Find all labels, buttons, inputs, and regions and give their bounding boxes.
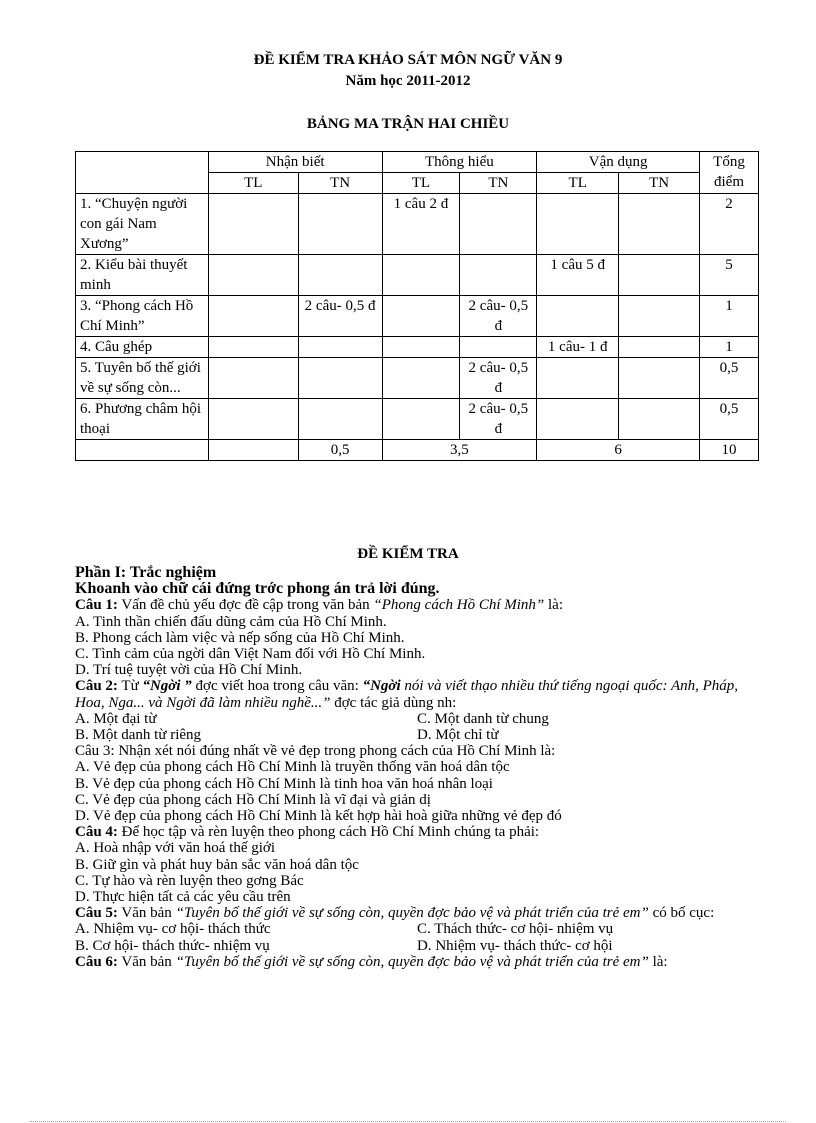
sub-header: TL	[537, 173, 619, 194]
q1-option-d: D. Trí tuệ tuyệt vời của Hồ Chí Minh.	[75, 662, 303, 679]
topic-cell: 3. “Phong cách Hồ Chí Minh”	[76, 296, 209, 337]
sub-header: TL	[382, 173, 460, 194]
q2-word: “Ngời ”	[142, 678, 192, 695]
score-cell: 2 câu- 0,5 đ	[298, 296, 382, 337]
part-heading: Phần I: Trắc nghiệm	[75, 564, 217, 581]
grand-total: 10	[700, 440, 759, 461]
score-cell	[298, 358, 382, 399]
sub-header: TN	[298, 173, 382, 194]
q5-option-d: D. Nhiệm vụ- thách thức- cơ hội	[417, 937, 613, 954]
q4-text: Để học tập và rèn luyện theo phong cách Hồ Chí Minh chúng ta phải:	[121, 824, 540, 841]
q5-option-b: B. Cơ hội- thách thức- nhiệm vụ	[75, 937, 270, 954]
row-total-cell: 0,5	[700, 358, 759, 399]
score-cell	[537, 296, 619, 337]
q5-options-row	[75, 938, 759, 954]
score-cell	[537, 194, 619, 255]
score-cell	[298, 337, 382, 358]
matrix-row	[76, 296, 759, 337]
sub-header: TL	[208, 173, 298, 194]
q2-option-d: D. Một chỉ từ	[417, 727, 499, 744]
score-cell	[619, 296, 700, 337]
score-cell	[382, 358, 460, 399]
q2-options-row	[75, 711, 759, 727]
matrix-body	[76, 194, 759, 440]
matrix-title: BẢNG MA TRẬN HAI CHIỀU	[306, 116, 510, 132]
score-cell	[298, 399, 382, 440]
q5-option-a: A. Nhiệm vụ- cơ hội- thách thức	[75, 921, 271, 938]
q1-text: Vấn đề chủ yếu đợc đề cập trong văn bản	[121, 597, 370, 614]
q2-option-c: C. Một danh từ chung	[417, 710, 549, 727]
matrix-row	[76, 255, 759, 296]
total-header: Tổng điểm	[700, 152, 759, 194]
row-total-cell: 5	[700, 255, 759, 296]
q6-work: “Tuyên bố thế giới về sự sống còn, quyền đợc bảo vệ và phát triển của trẻ em”	[175, 953, 649, 970]
score-cell	[537, 399, 619, 440]
score-cell	[382, 255, 460, 296]
score-cell	[619, 337, 700, 358]
q1-option-c: C. Tình cảm của ngời dân Việt Nam đối với Hồ Chí Minh.	[75, 646, 426, 663]
level-header: Vận dụng	[537, 152, 700, 173]
totals-label-cell	[76, 440, 209, 461]
q2-pre: Từ	[121, 678, 139, 695]
question-2	[75, 678, 759, 710]
score-cell	[382, 296, 460, 337]
q1-work: “Phong cách Hồ Chí Minh”	[373, 597, 545, 614]
question-5	[75, 905, 759, 921]
q2-mid: đợc viết hoa trong câu văn:	[195, 678, 359, 695]
score-cell: 2 câu- 0,5 đ	[460, 358, 537, 399]
q1-label: Câu 1:	[75, 597, 118, 614]
q6-end: là:	[652, 953, 668, 970]
exam-body	[75, 565, 759, 970]
score-cell	[382, 337, 460, 358]
q2-quote: nói và viết thạo nhiều thứ tiếng ngoại quốc: Anh, Pháp, Hoa, Nga... và Ngời đã làm nhiều nghề...”	[75, 678, 739, 711]
score-cell: 1 câu- 1 đ	[537, 337, 619, 358]
matrix-header-row	[76, 152, 759, 173]
q5-label: Câu 5:	[75, 905, 118, 922]
level-header: Thông hiểu	[382, 152, 537, 173]
q5-pre: Văn bản	[121, 905, 172, 922]
score-cell: 1 câu 5 đ	[537, 255, 619, 296]
level-header: Nhận biết	[208, 152, 382, 173]
score-cell	[208, 399, 298, 440]
total-nhan-biet: 0,5	[298, 440, 382, 461]
q2-option-b: B. Một danh từ riêng	[75, 727, 202, 744]
q2-label: Câu 2:	[75, 678, 118, 695]
q3-option-d: D. Vẻ đẹp của phong cách Hồ Chí Minh là kết hợp hài hoà giữa những vẻ đẹp đó	[75, 808, 562, 825]
q4-option-b: B. Giữ gìn và phát huy bản sắc văn hoá dân tộc	[75, 856, 359, 873]
q4-option-c: C. Tự hào và rèn luyện theo gơng Bác	[75, 872, 304, 889]
score-cell	[298, 255, 382, 296]
row-total-cell: 2	[700, 194, 759, 255]
matrix-totals-row	[76, 440, 759, 461]
q5-end: có bố cục:	[652, 905, 715, 922]
topic-cell: 4. Câu ghép	[76, 337, 209, 358]
q2-quote-word: “Ngời	[362, 678, 401, 695]
score-cell	[460, 337, 537, 358]
row-total-cell: 0,5	[700, 399, 759, 440]
page-bottom-rule	[30, 1121, 786, 1122]
q6-pre: Văn bản	[121, 953, 172, 970]
q6-label: Câu 6:	[75, 953, 118, 970]
score-cell	[537, 358, 619, 399]
q2-end: đợc tác giả dùng nh:	[334, 694, 457, 711]
topic-cell: 6. Phương châm hội thoại	[76, 399, 209, 440]
totals-empty-cell	[208, 440, 298, 461]
question-6	[75, 954, 759, 970]
q1-option-b: B. Phong cách làm việc và nếp sống của Hồ Chí Minh.	[75, 629, 405, 646]
score-cell	[619, 358, 700, 399]
q2-options-row	[75, 727, 759, 743]
question-3: Câu 3: Nhận xét nói đúng nhất về vẻ đẹp trong phong cách của Hồ Chí Minh là:	[75, 743, 556, 760]
total-thong-hieu: 3,5	[382, 440, 537, 461]
score-cell	[460, 255, 537, 296]
score-cell	[208, 337, 298, 358]
score-cell	[460, 194, 537, 255]
score-cell	[619, 255, 700, 296]
score-cell	[208, 358, 298, 399]
assessment-matrix	[75, 151, 759, 461]
topic-cell: 2. Kiểu bài thuyết minh	[76, 255, 209, 296]
score-cell	[382, 399, 460, 440]
matrix-row	[76, 399, 759, 440]
q2-option-a: A. Một đại từ	[75, 710, 157, 727]
total-van-dung: 6	[537, 440, 700, 461]
exam-heading: ĐỀ KIỂM TRA	[357, 546, 459, 562]
topic-cell: 1. “Chuyện người con gái Nam Xương”	[76, 194, 209, 255]
sub-header: TN	[460, 173, 537, 194]
matrix-corner-cell	[76, 152, 209, 194]
question-4	[75, 824, 759, 840]
q1-option-a: A. Tinh thần chiến đấu dũng cảm của Hồ Chí Minh.	[75, 613, 387, 630]
question-1	[75, 597, 759, 613]
score-cell	[619, 194, 700, 255]
matrix-row	[76, 358, 759, 399]
q5-work: “Tuyên bố thế giới về sự sống còn, quyền đợc bảo vệ và phát triển của trẻ em”	[175, 905, 649, 922]
score-cell	[208, 296, 298, 337]
q3-option-b: B. Vẻ đẹp của phong cách Hồ Chí Minh là tinh hoa văn hoá nhân loại	[75, 775, 493, 792]
score-cell	[619, 399, 700, 440]
q3-option-a: A. Vẻ đẹp của phong cách Hồ Chí Minh là truyền thống văn hoá dân tộc	[75, 759, 510, 776]
instruction: Khoanh vào chữ cái đứng trớc phong án trả lời đúng.	[75, 580, 440, 598]
score-cell	[298, 194, 382, 255]
topic-cell: 5. Tuyên bố thế giới về sự sống còn...	[76, 358, 209, 399]
q1-end: là:	[548, 597, 564, 614]
document-title: ĐỀ KIỂM TRA KHẢO SÁT MÔN NGỮ VĂN 9	[253, 52, 563, 68]
q4-option-a: A. Hoà nhập với văn hoá thế giới	[75, 840, 275, 857]
matrix-row	[76, 194, 759, 255]
score-cell	[208, 194, 298, 255]
q4-option-d: D. Thực hiện tất cả các yêu cầu trên	[75, 889, 291, 906]
sub-header: TN	[619, 173, 700, 194]
q3-option-c: C. Vẻ đẹp của phong cách Hồ Chí Minh là vĩ đại và giản dị	[75, 791, 431, 808]
q5-option-c: C. Thách thức- cơ hội- nhiệm vụ	[417, 921, 614, 938]
matrix-row	[76, 337, 759, 358]
score-cell	[208, 255, 298, 296]
score-cell: 2 câu- 0,5 đ	[460, 296, 537, 337]
score-cell: 2 câu- 0,5 đ	[460, 399, 537, 440]
row-total-cell: 1	[700, 296, 759, 337]
score-cell: 1 câu 2 đ	[382, 194, 460, 255]
school-year: Năm học 2011-2012	[345, 73, 471, 89]
q5-options-row	[75, 921, 759, 937]
row-total-cell: 1	[700, 337, 759, 358]
q4-label: Câu 4:	[75, 824, 118, 841]
